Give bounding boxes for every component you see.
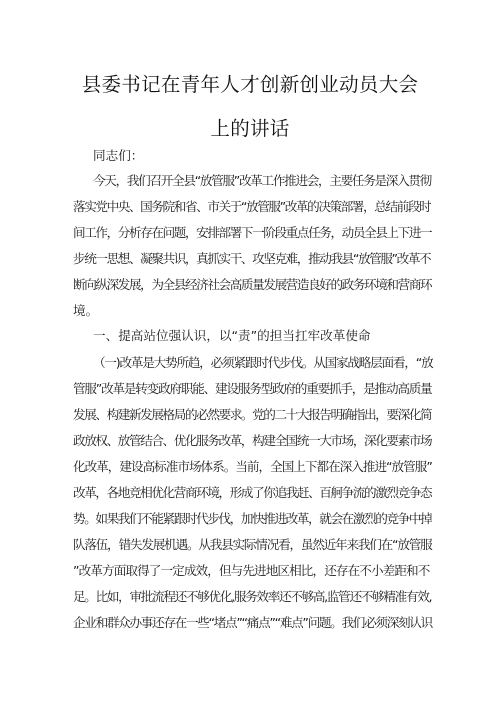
paragraph-1-line: 间工作，分析存在问题，安排部署下一阶段重点任务，动员全县上下进一 (73, 225, 432, 240)
salutation: 同志们： (93, 148, 144, 163)
paragraph-2-line: 化改革，建设高标准市场体系。当前，全国上下都在深入推进“放管服” (73, 459, 432, 474)
section-1-heading: 一、提高站位强认识，以“责”的担当扛牢改革使命 (93, 328, 371, 343)
paragraph-2-line: 足。比如，审批流程还不够优化,服务效率还不够高,监管还不够精准有效, (73, 589, 432, 604)
document-title-line-2: 上的讲话 (210, 117, 290, 140)
paragraph-2-line: ”改革方面取得了一定成效，但与先进地区相比，还存在不小差距和不 (73, 563, 430, 578)
paragraph-2-line: 管服”改革是转变政府职能、建设服务型政府的重要抓手，是推动高质量 (73, 381, 432, 396)
paragraph-1-line: 落实党中央、国务院和省、市关于“放管服”改革的决策部署，总结前段时 (73, 199, 431, 214)
paragraph-2-line: 政放权、放管结合、优化服务改革，构建全国统一大市场，深化要素市场 (73, 433, 432, 448)
paragraph-2-line: 势。如果我们不能紧跟时代步伐，加快推进改革，就会在激烈的竞争中掉 (73, 511, 432, 526)
paragraph-1-line: 步统一思想、凝聚共识，真抓实干、攻坚克难，推动我县“放管服”改革不 (73, 251, 431, 266)
paragraph-2-line: 队落伍，错失发展机遇。从我县实际情况看，虽然近年来我们在“放管服 (73, 537, 432, 552)
paragraph-2-line: 改革，各地竞相优化营商环境，形成了你追我赶、百舸争流的激烈竞争态 (73, 485, 432, 500)
paragraph-1-line: 断向纵深发展，为全县经济社会高质量发展营造良好的政务环境和营商环 (73, 277, 432, 292)
paragraph-1-line: 境。 (73, 303, 99, 318)
paragraph-2-line: 企业和群众办事还存在一些“堵点”“痛点”“难点”问题。我们必须深刻认识 (73, 615, 432, 630)
paragraph-1-line: 今天，我们召开全县“放管服”改革工作推进会，主要任务是深入贯彻 (93, 173, 431, 188)
paragraph-2-line: （一)改革是大势所趋，必须紧跟时代步伐。从国家战略层面看，“放 (93, 355, 433, 370)
paragraph-2-line: 发展、构建新发展格局的必然要求。党的二十大报告明确指出，要深化简 (73, 407, 432, 422)
document-title-line-1: 县委书记在青年人才创新创业动员大会 (81, 73, 419, 96)
